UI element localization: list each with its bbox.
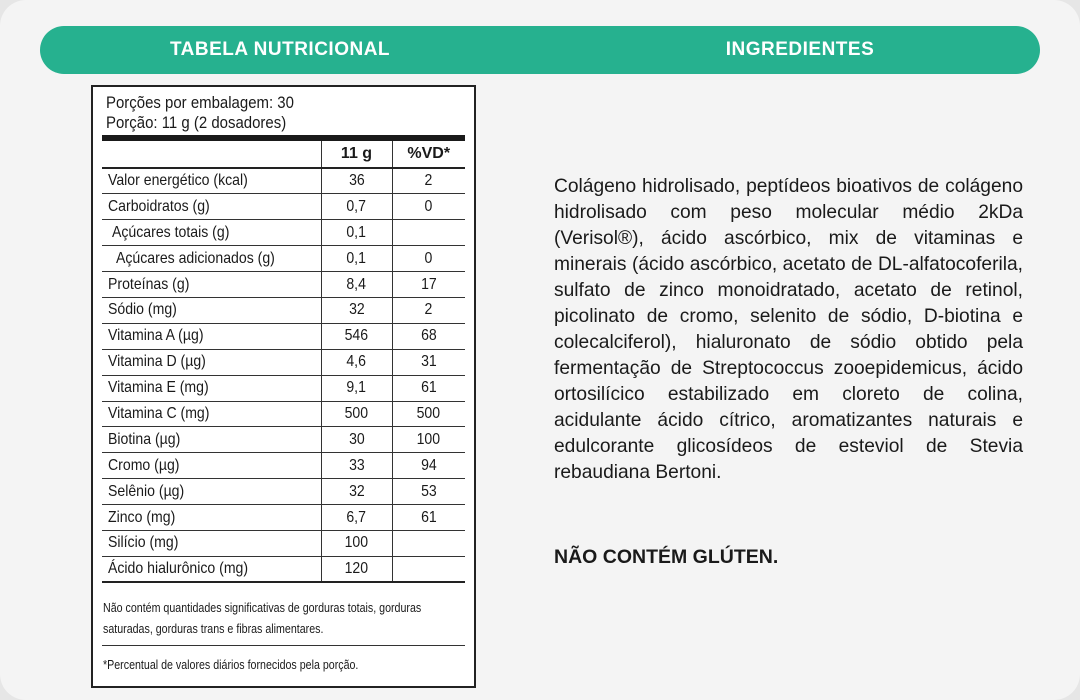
nutrient-name: Proteínas (g) xyxy=(102,272,321,298)
table-row xyxy=(102,556,465,582)
nutrient-amount: 36 xyxy=(321,168,392,194)
nutrient-amount: 6,7 xyxy=(321,505,392,531)
nutrient-dv: 0 xyxy=(392,246,465,272)
table-row xyxy=(102,427,465,453)
nutrient-name: Selênio (µg) xyxy=(102,479,321,505)
nutrient-name: Açúcares adicionados (g) xyxy=(102,246,321,272)
servings-per-package: Porções por embalagem: 30 xyxy=(106,93,294,112)
serving-size: Porção: 11 g (2 dosadores) xyxy=(106,113,287,132)
nutrient-dv xyxy=(392,530,465,556)
nutrient-name: Vitamina D (µg) xyxy=(102,349,321,375)
nutrient-name: Biotina (µg) xyxy=(102,427,321,453)
nutrient-amount: 8,4 xyxy=(321,272,392,298)
footnote-insignificant: Não contém quantidades significativas de gorduras totais, gorduras saturadas, gorduras trans e fibras alimentares. xyxy=(103,600,422,636)
tab-ingredients[interactable]: INGREDIENTES xyxy=(725,39,875,60)
footnote-divider xyxy=(102,645,465,646)
nutrient-name: Açúcares totais (g) xyxy=(102,220,321,246)
table-row xyxy=(102,194,465,220)
nutrient-dv xyxy=(392,556,465,582)
nutrient-dv: 61 xyxy=(392,375,465,401)
nutrition-table xyxy=(102,141,465,583)
table-row xyxy=(102,401,465,427)
nutrient-dv: 94 xyxy=(392,453,465,479)
nutrient-amount: 546 xyxy=(321,323,392,349)
nutrient-dv: 2 xyxy=(392,168,465,194)
nutrient-name: Vitamina E (mg) xyxy=(102,375,321,401)
nutrient-amount: 0,1 xyxy=(321,246,392,272)
nutrient-amount: 9,1 xyxy=(321,375,392,401)
nutrient-name: Vitamina C (mg) xyxy=(102,401,321,427)
nutrient-dv: 0 xyxy=(392,194,465,220)
nutrient-amount: 500 xyxy=(321,401,392,427)
table-row xyxy=(102,297,465,323)
nutrient-dv: 17 xyxy=(392,272,465,298)
table-row xyxy=(102,272,465,298)
table-header-row xyxy=(102,141,465,168)
nutrient-dv: 68 xyxy=(392,323,465,349)
footnote-daily-values: *Percentual de valores diários fornecidos pela porção. xyxy=(103,657,359,672)
gluten-notice: NÃO CONTÉM GLÚTEN. xyxy=(554,546,779,568)
nutrient-name: Silício (mg) xyxy=(102,530,321,556)
header-nutrient xyxy=(102,141,321,168)
nutrient-dv: 2 xyxy=(392,297,465,323)
nutrient-name: Cromo (µg) xyxy=(102,453,321,479)
nutrient-name: Vitamina A (µg) xyxy=(102,323,321,349)
nutrient-name: Carboidratos (g) xyxy=(102,194,321,220)
table-row xyxy=(102,323,465,349)
table-row xyxy=(102,479,465,505)
nutrient-dv: 500 xyxy=(392,401,465,427)
nutrient-dv: 100 xyxy=(392,427,465,453)
table-row xyxy=(102,505,465,531)
table-row xyxy=(102,530,465,556)
table-row xyxy=(102,375,465,401)
table-row xyxy=(102,246,465,272)
portion-info xyxy=(106,93,294,133)
ingredients-text: Colágeno hidrolisado, peptídeos bioativos de colágeno hidrolisado com peso molecular médio 2kDa (Verisol®), ácido ascórbico, mix de vitaminas e minerais (ácido ascórbico, acetato de DL-alfatocoferila, sulfato de zinco monoidratado, acetato de retinol, picolinato de cromo, selenito de sódio, D-biotina e colecalciferol), hialuronato de sódio obtido pela fermentação de Streptococcus zooepidemicus, ácido ortosilícico estabilizado em cloreto de colina, acidulante ácido cítrico, aromatizantes naturais e edulcorante glicosídeos de esteviol de Stevia rebaudiana Bertoni. xyxy=(554,176,1023,483)
table-row xyxy=(102,453,465,479)
tab-nutrition-table[interactable]: TABELA NUTRICIONAL xyxy=(169,39,391,60)
nutrition-facts-label xyxy=(91,85,476,688)
nutrient-amount: 32 xyxy=(321,297,392,323)
nutrient-amount: 33 xyxy=(321,453,392,479)
header-dv: %VD* xyxy=(392,141,465,168)
nutrient-amount: 120 xyxy=(321,556,392,582)
nutrient-amount: 0,1 xyxy=(321,220,392,246)
header-amount: 11 g xyxy=(321,141,392,168)
nutrient-amount: 100 xyxy=(321,530,392,556)
table-row xyxy=(102,349,465,375)
section-header-bar xyxy=(40,26,1040,74)
nutrient-name: Ácido hialurônico (mg) xyxy=(102,556,321,582)
nutrient-dv: 31 xyxy=(392,349,465,375)
nutrient-dv: 53 xyxy=(392,479,465,505)
nutrient-name: Zinco (mg) xyxy=(102,505,321,531)
nutrient-amount: 0,7 xyxy=(321,194,392,220)
nutrient-dv xyxy=(392,220,465,246)
nutrient-amount: 32 xyxy=(321,479,392,505)
table-row xyxy=(102,168,465,194)
nutrient-amount: 30 xyxy=(321,427,392,453)
nutrient-amount: 4,6 xyxy=(321,349,392,375)
table-row xyxy=(102,220,465,246)
nutrient-dv: 61 xyxy=(392,505,465,531)
nutrient-name: Sódio (mg) xyxy=(102,297,321,323)
nutrient-name: Valor energético (kcal) xyxy=(102,168,321,194)
